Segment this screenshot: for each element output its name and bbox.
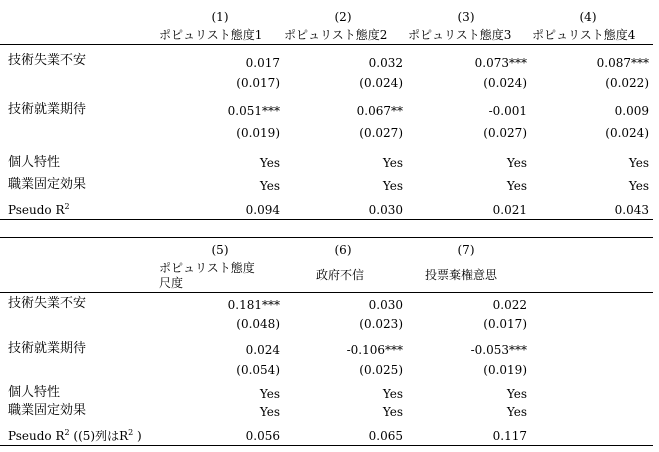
col-label: ポピュリスト態度2 xyxy=(284,28,388,42)
rule-top xyxy=(0,44,653,45)
row-label: 技術失業不安 xyxy=(8,296,87,311)
row-label-pseudo-r2: Pseudo $R^2$ ((5)列は$R^2$ ) xyxy=(8,428,142,443)
cell-se: (0.027) xyxy=(359,126,403,140)
cell-se: (0.054) xyxy=(236,363,280,377)
cell-value: 0.009 xyxy=(614,104,649,118)
cell-value: -0.053*** xyxy=(470,343,527,357)
cell-se: (0.022) xyxy=(605,76,649,90)
cell-value: Yes xyxy=(259,156,280,170)
rule-top xyxy=(0,237,653,238)
cell-value: 0.094 xyxy=(245,203,280,217)
cell-value: -0.106*** xyxy=(346,343,403,357)
cell-value: 0.030 xyxy=(368,298,403,312)
cell-se: (0.019) xyxy=(236,126,280,140)
cell-value: 0.030 xyxy=(368,203,403,217)
cell-value: 0.043 xyxy=(614,203,649,217)
row-label: 技術就業期待 xyxy=(8,102,87,117)
row-label: 職業固定効果 xyxy=(8,177,87,192)
col-label: ポピュリスト態度 xyxy=(159,261,255,275)
cell-value: 0.056 xyxy=(245,429,280,443)
col-label: ポピュリスト態度1 xyxy=(159,28,263,42)
cell-se: (0.024) xyxy=(483,76,527,90)
cell-value: 0.067** xyxy=(356,104,403,118)
cell-value: Yes xyxy=(382,156,403,170)
cell-value: 0.181*** xyxy=(227,298,280,312)
col-label: ポピュリスト態度4 xyxy=(532,28,636,42)
col-number: (2) xyxy=(334,10,352,24)
row-label: 技術就業期待 xyxy=(8,341,87,356)
cell-value: 0.073*** xyxy=(474,56,527,70)
cell-se: (0.017) xyxy=(483,317,527,331)
col-number: (3) xyxy=(457,10,475,24)
rule-bottom xyxy=(0,445,653,446)
cell-se: (0.023) xyxy=(359,317,403,331)
cell-value: Yes xyxy=(259,387,280,401)
cell-value: Yes xyxy=(628,179,649,193)
cell-value: Yes xyxy=(382,179,403,193)
rule-mid xyxy=(0,292,653,293)
col-label: 投票棄権意思 xyxy=(425,268,498,282)
row-label: 技術失業不安 xyxy=(8,53,87,68)
cell-value: Yes xyxy=(506,405,527,419)
cell-se: (0.019) xyxy=(483,363,527,377)
col-label-line2: 尺度 xyxy=(159,276,184,290)
col-number: (4) xyxy=(579,10,597,24)
row-label: 職業固定効果 xyxy=(8,403,87,418)
row-label-pseudo-r2: Pseudo $R^2$ xyxy=(8,202,70,217)
cell-value: 0.021 xyxy=(492,203,527,217)
cell-value: 0.017 xyxy=(245,56,280,70)
cell-value: 0.087*** xyxy=(596,56,649,70)
cell-value: Yes xyxy=(506,387,527,401)
cell-value: Yes xyxy=(259,405,280,419)
col-number: (7) xyxy=(457,243,475,257)
cell-value: 0.117 xyxy=(492,429,527,443)
cell-se: (0.024) xyxy=(359,76,403,90)
col-number: (6) xyxy=(334,243,352,257)
cell-value: Yes xyxy=(506,156,527,170)
cell-se: (0.017) xyxy=(236,76,280,90)
row-label: 個人特性 xyxy=(8,155,61,170)
cell-value: 0.051*** xyxy=(227,104,280,118)
col-number: (1) xyxy=(211,10,229,24)
col-label: ポピュリスト態度3 xyxy=(408,28,512,42)
cell-value: Yes xyxy=(506,179,527,193)
cell-value: 0.065 xyxy=(368,429,403,443)
cell-value: 0.022 xyxy=(492,298,527,312)
cell-value: -0.001 xyxy=(488,104,527,118)
col-label: 政府不信 xyxy=(316,268,365,282)
cell-value: Yes xyxy=(382,387,403,401)
cell-se: (0.025) xyxy=(359,363,403,377)
cell-value: 0.024 xyxy=(245,343,280,357)
cell-value: Yes xyxy=(259,179,280,193)
cell-value: Yes xyxy=(628,156,649,170)
cell-se: (0.027) xyxy=(483,126,527,140)
cell-se: (0.048) xyxy=(236,317,280,331)
cell-value: Yes xyxy=(382,405,403,419)
cell-value: 0.032 xyxy=(368,56,403,70)
cell-se: (0.024) xyxy=(605,126,649,140)
col-number: (5) xyxy=(211,243,229,257)
row-label: 個人特性 xyxy=(8,385,61,400)
rule-bottom xyxy=(0,219,653,220)
